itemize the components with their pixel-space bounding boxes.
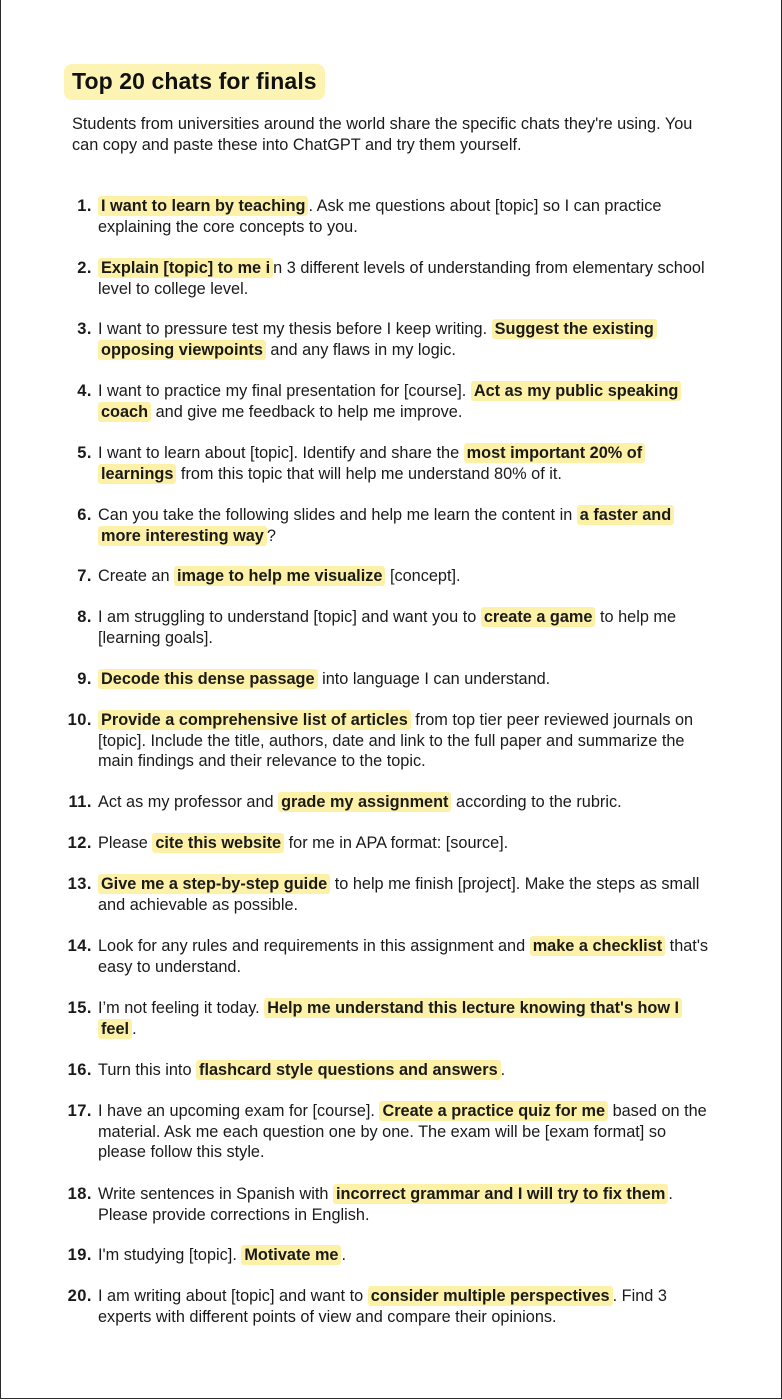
item-highlight: flashcard style questions and answers — [196, 1060, 501, 1080]
item-post: based on the material. Ask me each question one by one. The exam will be [exam format] so please follow this style. — [98, 1102, 707, 1161]
item-highlight: Help me understand this lecture knowing that's how I feel — [98, 998, 682, 1039]
item-number: 2. — [77, 259, 92, 277]
item-text — [98, 196, 710, 237]
item-post: according to the rubric. — [451, 793, 622, 811]
item-number: 6. — [77, 506, 92, 524]
item-pre: I’m not feeling it today. — [98, 999, 265, 1017]
item-highlight: Decode this dense passage — [98, 669, 318, 689]
item-number: 15. — [67, 999, 92, 1017]
item-text — [98, 874, 710, 915]
item-post: . Please provide corrections in English. — [98, 1185, 673, 1224]
item-number: 8. — [77, 608, 92, 626]
item-post: [concept]. — [385, 567, 461, 585]
item-number: 4. — [77, 382, 92, 400]
item-highlight: Motivate me — [241, 1245, 341, 1265]
item-post: into language I can understand. — [317, 670, 551, 688]
item-pre: Turn this into — [98, 1061, 197, 1079]
item-number: 13. — [67, 875, 92, 893]
item-highlight: I want to learn by teaching — [98, 196, 308, 216]
item-number: 9. — [77, 670, 92, 688]
item-highlight: Create a practice quiz for me — [379, 1101, 608, 1121]
item-highlight: Give me a step-by-step guide — [98, 874, 330, 894]
item-number: 10. — [67, 711, 92, 729]
item-pre: I am struggling to understand [topic] and want you to — [98, 608, 481, 626]
item-post: . Find 3 experts with different points of view and compare their opinions. — [98, 1287, 667, 1326]
item-pre: I want to pressure test my thesis before I keep writing. — [98, 320, 492, 338]
item-number: 1. — [77, 197, 92, 215]
item-post: to help me finish [project]. Make the steps as small and achievable as possible. — [98, 875, 700, 914]
item-text — [98, 1286, 710, 1327]
item-pre: Create an — [98, 567, 175, 585]
item-post: ? — [266, 526, 276, 545]
item-pre: Act as my professor and — [98, 793, 279, 811]
item-text — [98, 792, 710, 813]
item-text — [98, 1184, 710, 1225]
item-text — [98, 258, 710, 299]
item-text — [98, 1245, 710, 1266]
item-number: 18. — [67, 1185, 92, 1203]
item-highlight: most important 20% of learnings — [98, 443, 645, 484]
item-post: n 3 different levels of understanding from elementary school level to college level. — [98, 259, 705, 298]
item-text — [98, 1101, 710, 1163]
item-highlight: Act as my public speaking coach — [98, 381, 681, 422]
item-text — [98, 566, 710, 587]
item-pre: Can you take the following slides and help me learn the content in — [98, 506, 577, 524]
item-post: from this topic that will help me understand 80% of it. — [176, 464, 562, 483]
item-number: 5. — [77, 444, 92, 462]
item-highlight: a faster and more interesting way — [98, 505, 674, 546]
item-pre: I have an upcoming exam for [course]. — [98, 1102, 380, 1120]
item-highlight: create a game — [481, 607, 596, 627]
item-text — [98, 319, 710, 360]
item-pre: I am writing about [topic] and want to — [98, 1287, 368, 1305]
item-post: to help me [learning goals]. — [98, 608, 677, 647]
item-number: 20. — [67, 1287, 92, 1305]
item-post: that's easy to understand. — [98, 937, 709, 976]
item-post: . — [132, 1019, 137, 1038]
item-post: and give me feedback to help me improve. — [151, 402, 463, 421]
item-text — [98, 505, 710, 546]
item-post: from top tier peer reviewed journals on [topic]. Include the title, authors, date and link to the full paper and summarize the main findings and their relevance to the topic. — [98, 711, 694, 770]
item-text — [98, 443, 710, 484]
item-post: and any flaws in my logic. — [265, 340, 456, 359]
title-container — [64, 64, 325, 100]
item-number: 16. — [67, 1061, 92, 1079]
item-pre: Write sentences in Spanish with — [98, 1185, 333, 1203]
item-highlight: image to help me visualize — [174, 566, 385, 586]
item-pre: I want to learn about [topic]. Identify and share the — [98, 444, 464, 462]
item-pre: I'm studying [topic]. — [98, 1246, 242, 1264]
item-text — [98, 936, 710, 977]
item-pre: I want to practice my final presentation for [course]. — [98, 382, 471, 400]
page-title: Top 20 chats for finals — [64, 64, 325, 100]
item-highlight: Explain [topic] to me i — [98, 258, 273, 278]
item-pre: Look for any rules and requirements in this assignment and — [98, 937, 530, 955]
item-number: 19. — [67, 1246, 92, 1264]
item-post: . — [341, 1246, 347, 1264]
item-number: 7. — [77, 567, 92, 585]
item-text — [98, 833, 710, 854]
item-highlight: cite this website — [152, 833, 284, 853]
item-highlight: consider multiple perspectives — [368, 1286, 613, 1306]
item-post: . — [500, 1061, 506, 1079]
item-number: 11. — [68, 793, 92, 811]
item-highlight: Provide a comprehensive list of articles — [98, 710, 411, 730]
item-text — [98, 669, 710, 690]
item-text — [98, 710, 710, 772]
item-number: 3. — [77, 320, 92, 338]
item-number: 14. — [67, 937, 92, 955]
item-text — [98, 1060, 710, 1081]
item-text — [98, 381, 710, 422]
item-post: for me in APA format: [source]. — [284, 834, 509, 852]
intro-paragraph: Students from universities around the world share the specific chats they're using. You can copy and paste these into ChatGPT and try them yourself. — [72, 115, 693, 154]
item-highlight: make a checklist — [530, 936, 665, 956]
item-highlight: grade my assignment — [278, 792, 451, 812]
item-highlight: incorrect grammar and I will try to fix them — [333, 1184, 668, 1204]
item-number: 17. — [67, 1102, 92, 1120]
item-pre: Please — [98, 834, 153, 852]
item-number: 12. — [67, 834, 92, 852]
item-post: . Ask me questions about [topic] so I can practice explaining the core concepts to you. — [98, 197, 662, 236]
item-text — [98, 998, 710, 1039]
item-text — [98, 607, 710, 648]
item-highlight: Suggest the existing opposing viewpoints — [98, 319, 657, 360]
